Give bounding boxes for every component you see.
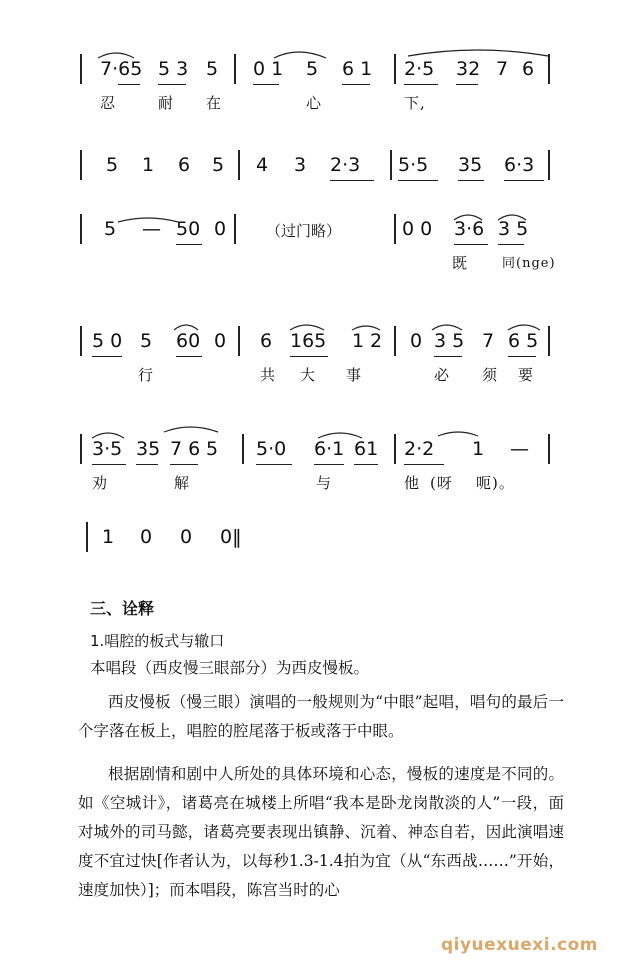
note: 2 <box>370 330 383 352</box>
barline <box>390 150 392 180</box>
score-line-3 <box>78 212 558 284</box>
barline <box>548 54 550 84</box>
note: 1 <box>102 526 115 548</box>
note: 0 <box>140 526 153 548</box>
section-subheading: 1.唱腔的板式与辙口 <box>90 632 225 650</box>
site-watermark: qiyuexuexi.com <box>440 935 598 955</box>
note: 7·65 <box>100 58 143 80</box>
paragraph-3: 根据剧情和剧中人所处的具体环境和心态，慢板的速度是不同的。如《空城计》，诸葛亮在城楼上所唱“我本是卧龙岗散淡的人”一段，面对城外的司马懿，诸葛亮要表现出镇静、沉着、神态自若，因此演唱速度不宜过快[作者认为，以每秒1.3-1.4拍为宜（从“东西战……”开始，速度加快）]；而本唱段，陈宫当时的心 <box>78 765 564 899</box>
lyric: 忍 <box>100 94 117 112</box>
lyric: 行 <box>138 366 155 384</box>
lyric: 要 <box>518 366 535 384</box>
lyrics-row <box>78 472 558 494</box>
barline <box>394 214 396 244</box>
note: 0 <box>180 526 193 548</box>
lyric: 解 <box>174 474 191 492</box>
note: 5 <box>306 58 319 80</box>
note: 7 6 <box>170 438 201 460</box>
note: 4 <box>256 154 269 176</box>
paragraph-1: 本唱段（西皮慢三眼部分）为西皮慢板。 <box>90 659 370 677</box>
bracket-text: （过门略） <box>266 222 342 240</box>
note: 0 0 <box>402 218 433 240</box>
note: 61 <box>354 438 379 460</box>
note: — <box>142 218 161 240</box>
barline <box>238 326 240 356</box>
note: 5 0 <box>92 330 123 352</box>
note: 5 <box>104 218 117 240</box>
note: 5 <box>206 58 219 80</box>
lyric: 须 <box>482 366 499 384</box>
note: 1 <box>142 154 155 176</box>
note: 5 <box>106 154 119 176</box>
score-line-2 <box>78 148 558 198</box>
notes-row <box>78 52 558 86</box>
paragraph-2: 西皮慢板（慢三眼）演唱的一般规则为“中眼”起唱，唱句的最后一个字落在板上，唱腔的腔尾落于板或落于中眼。 <box>78 693 564 740</box>
note: 2·5 <box>404 58 435 80</box>
note: 3 <box>294 154 307 176</box>
note: 32 <box>456 58 481 80</box>
note: 0‖ <box>220 526 242 548</box>
note: 5·5 <box>398 154 429 176</box>
note: 0 <box>214 330 227 352</box>
note: 2·2 <box>404 438 435 460</box>
barline <box>238 150 240 180</box>
note: 2·3 <box>330 154 361 176</box>
note: 5 <box>206 438 219 460</box>
note: 6 1 <box>342 58 373 80</box>
note: 0 <box>410 330 423 352</box>
lyric: 呃)。 <box>476 474 515 492</box>
note: 6 <box>260 330 273 352</box>
note: 1 <box>352 330 365 352</box>
lyric: 耐 <box>158 94 175 112</box>
score-line-5 <box>78 432 558 504</box>
note: 7 <box>496 58 509 80</box>
note: 5 3 <box>158 58 189 80</box>
lyric: 与 <box>316 474 333 492</box>
lyrics-row <box>78 364 558 386</box>
note: 3·6 <box>454 218 485 240</box>
lyrics-row <box>78 92 558 114</box>
note: 6·1 <box>314 438 345 460</box>
note: 6 <box>178 154 191 176</box>
lyric: 必 <box>434 366 451 384</box>
lyric: 共 <box>260 366 277 384</box>
note: 6 <box>522 58 535 80</box>
lyric: 他 <box>404 474 421 492</box>
barline <box>548 434 550 464</box>
note: 35 <box>458 154 483 176</box>
barline <box>548 326 550 356</box>
barline <box>234 214 236 244</box>
score-line-1 <box>78 52 558 124</box>
note: 5 <box>140 330 153 352</box>
lyric: 大 <box>300 366 317 384</box>
score-line-4 <box>78 324 558 396</box>
score-line-6 <box>78 520 558 560</box>
lyric: 事 <box>346 366 363 384</box>
note: — <box>510 438 529 460</box>
barline <box>394 434 396 464</box>
notes-row <box>78 432 558 466</box>
barline <box>242 434 244 464</box>
note: 3 5 <box>434 330 465 352</box>
lyrics-row <box>78 252 558 274</box>
note: 7 <box>482 330 495 352</box>
lyric: 既 <box>452 254 469 272</box>
note: 3 5 <box>498 218 529 240</box>
lyric: 心 <box>306 94 323 112</box>
barline <box>548 150 550 180</box>
barline <box>394 326 396 356</box>
note: 6 5 <box>508 330 539 352</box>
barline <box>394 54 396 84</box>
notes-row <box>78 148 558 182</box>
lyric: 劝 <box>92 474 109 492</box>
note: 35 <box>136 438 161 460</box>
section-heading: 三、诠释 <box>90 599 155 618</box>
lyric: 在 <box>206 94 223 112</box>
lyric: 下, <box>404 94 426 112</box>
note: 60 <box>176 330 201 352</box>
note: 0 1 <box>253 58 284 80</box>
barline <box>234 54 236 84</box>
notes-row <box>78 520 558 554</box>
lyric: 同(nge) <box>502 256 556 271</box>
note: 50 <box>176 218 201 240</box>
note: 5 <box>212 154 225 176</box>
lyric: (呀 <box>430 474 453 492</box>
notes-row <box>78 212 558 246</box>
note: 6·3 <box>504 154 535 176</box>
note: 1 <box>472 438 485 460</box>
note: 165 <box>290 330 327 352</box>
note: 5·0 <box>256 438 287 460</box>
note: 0 <box>214 218 227 240</box>
note: 3·5 <box>92 438 123 460</box>
notes-row <box>78 324 558 358</box>
